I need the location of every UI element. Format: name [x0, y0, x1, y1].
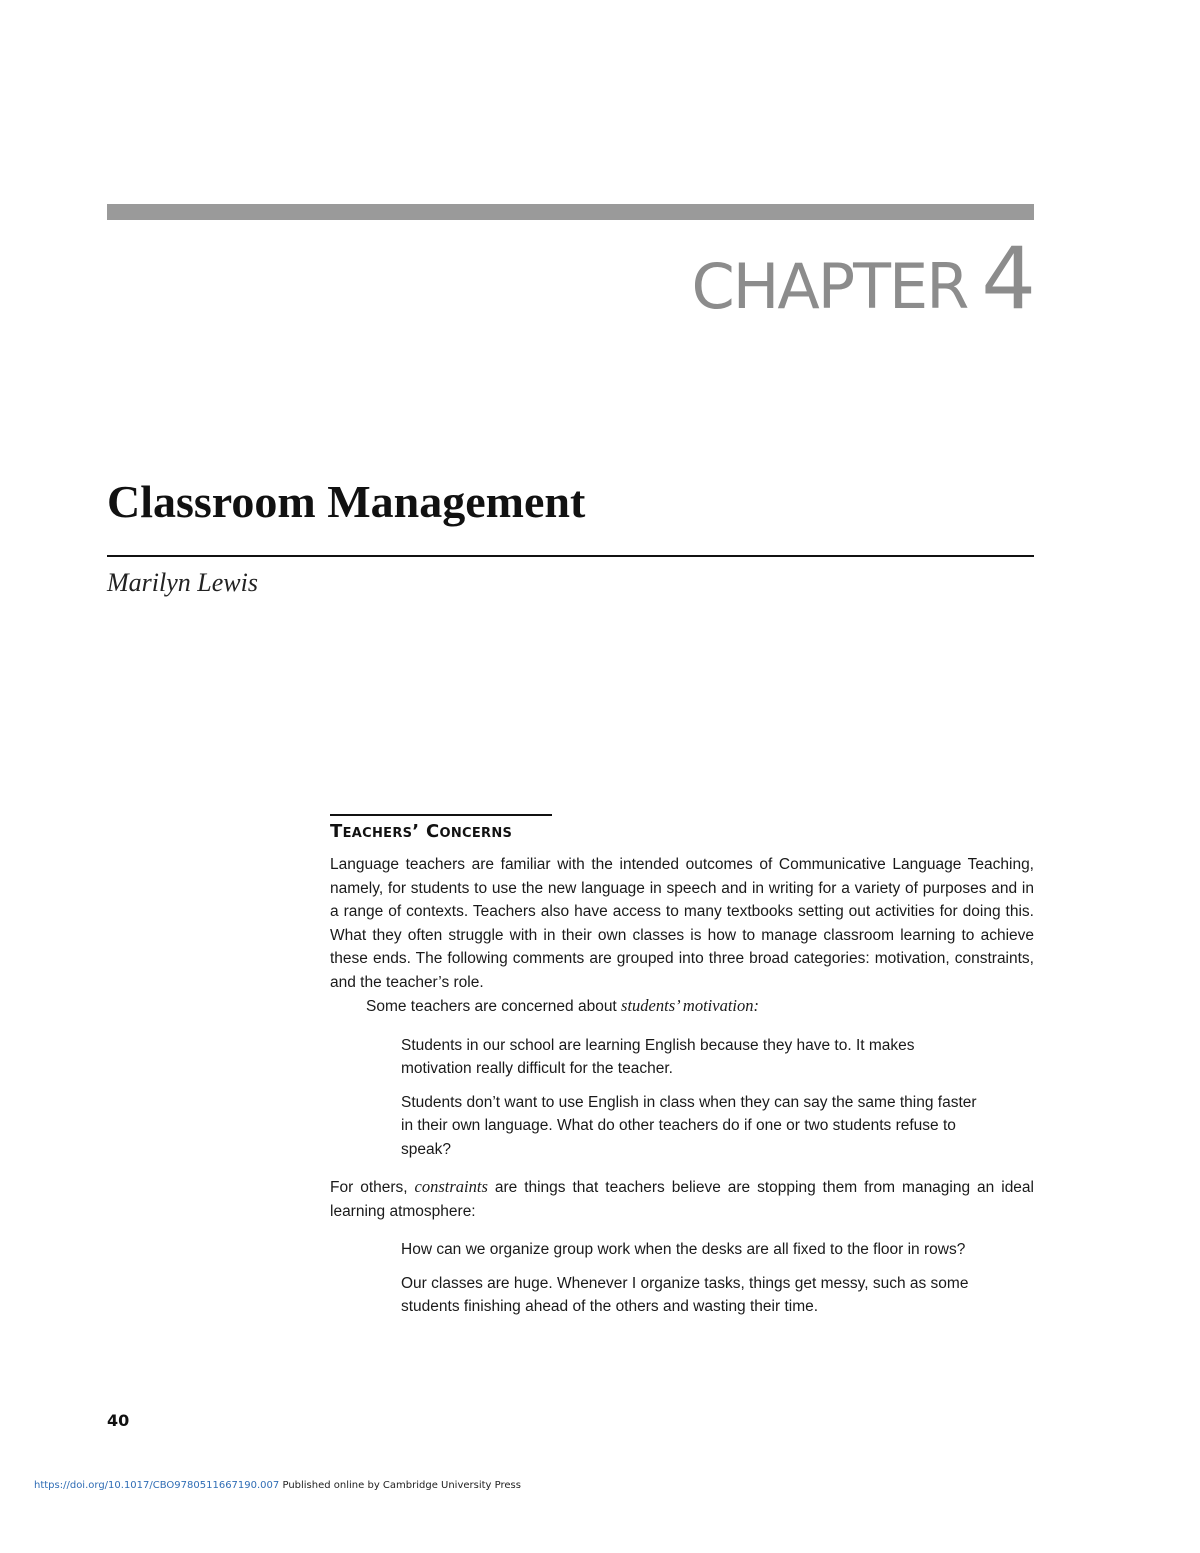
author-name: Marilyn Lewis	[107, 568, 258, 597]
constraints-term: constraints	[414, 1177, 488, 1196]
constraints-rest: are things that teachers believe are stopping them from managing an ideal learning atmosphere:	[330, 1179, 1034, 1220]
chapter-body	[330, 814, 1034, 1329]
motivation-paragraph	[330, 994, 1034, 1019]
doi-link[interactable]: https://doi.org/10.1017/CBO9780511667190.007	[34, 1480, 280, 1491]
motivation-lead: Some teachers are concerned about	[366, 998, 622, 1015]
motivation-quotes	[401, 1034, 988, 1162]
footer-citation	[34, 1480, 521, 1491]
chapter-heading	[691, 229, 1034, 329]
intro-paragraph: Language teachers are familiar with the intended outcomes of Communicative Language Teaching, namely, for students to use the new language in speech and in writing for a variety of purposes and in a range of contexts. Teachers also have access to many textbooks setting out activities for doing this. What they often struggle with in their own classes is how to manage classroom learning to achieve these ends. The following comments are grouped into three broad categories: motivation, constraints, and the teacher’s role.	[330, 856, 1034, 991]
publisher-note: Published online by Cambridge University Press	[279, 1480, 521, 1491]
page-number: 40	[107, 1411, 130, 1430]
title-divider	[107, 555, 1034, 557]
motivation-term: students’ motivation:	[621, 996, 759, 1015]
constraints-lead: For others,	[330, 1179, 415, 1196]
constraints-paragraph	[330, 1175, 1034, 1223]
quote-item: Students in our school are learning English because they have to. It makes motivation really difficult for the teacher.	[401, 1036, 915, 1077]
chapter-top-bar	[107, 204, 1034, 220]
quote-item: Students don’t want to use English in class when they can say the same thing faster in their own language. What do other teachers do if one or two students refuse to speak?	[401, 1093, 977, 1158]
section-divider	[330, 814, 552, 816]
chapter-title: Classroom Management	[107, 476, 586, 527]
quote-item: How can we organize group work when the desks are all fixed to the floor in rows?	[401, 1241, 966, 1258]
quote-item: Our classes are huge. Whenever I organize tasks, things get messy, such as some students finishing ahead of the others and wasting their time.	[401, 1274, 969, 1315]
constraints-quotes	[401, 1238, 988, 1319]
section-heading: Teachers’ Concerns	[330, 821, 513, 842]
chapter-number: 4	[981, 229, 1034, 329]
chapter-word: CHAPTER	[691, 250, 968, 323]
